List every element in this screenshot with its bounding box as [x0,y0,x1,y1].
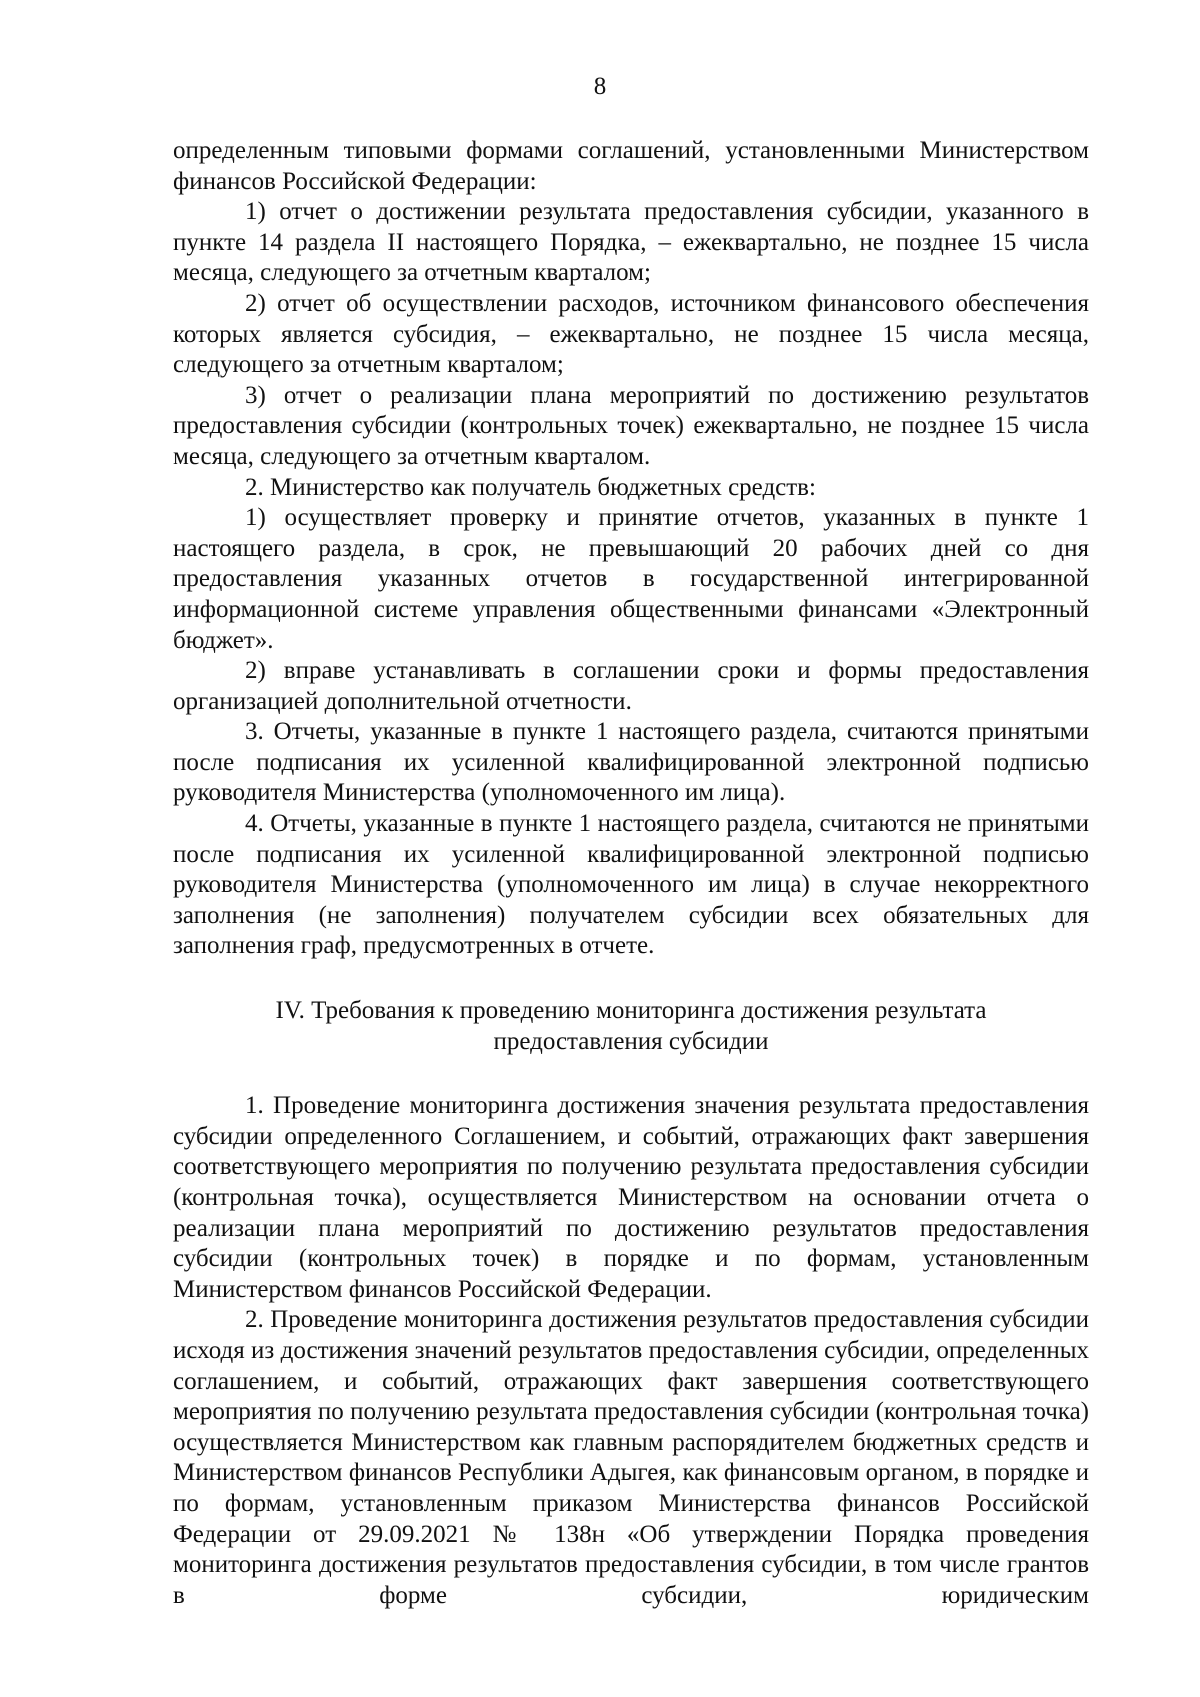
paragraph-continuation: определенным типовыми формами соглашений, установленными Министерством финансов Российской Федерации: [173,137,1089,195]
section-heading-line-2: предоставления субсидии [493,1027,769,1055]
page-number: 8 [593,73,607,100]
paragraph-item-2-1: 1) осуществляет проверку и принятие отчетов, указанных в пункте 1 настоящего раздела, в срок, не превышающий 20 рабочих дней со дня предоставления указанных отчетов в государственной интегрированной информационной системе управления общественными финансами «Электронный бюджет». [173,504,1089,654]
paragraph-item-2: 2. Министерство как получатель бюджетных средств: [245,473,816,501]
paragraph-monitoring-2: 2. Проведение мониторинга достижения результатов предоставления субсидии исходя из достижения значений результатов предоставления субсидии, определенных соглашением, и событий, отражающих факт завершения соответствующего мероприятия по получению результата предоставления субсидии (контрольная точка) осуществляется Министерством как главным распорядителем бюджетных средств и Министерством финансов Республики Адыгея, как финансовым органом, в порядке и по формам, установленным приказом Министерства финансов Российской Федерации от 29.09.2021 № 138н «Об утверждении Порядка проведения мониторинга достижения результатов предоставления субсидии, в том числе грантов в форме субсидии, юридическим [173,1306,1089,1609]
section-heading-line-1: IV. Требования к проведению мониторинга достижения результата [275,997,987,1025]
paragraph-item-4: 4. Отчеты, указанные в пункте 1 настоящего раздела, считаются не принятыми после подписания их усиленной квалифицированной электронной подписью руководителя Министерства (уполномоченного им лица) в случае некорректного заполнения (не заполнения) получателем субсидии всех обязательных для заполнения граф, предусмотренных в отчете. [173,810,1089,960]
paragraph-report-3: 3) отчет о реализации плана мероприятий по достижению результатов предоставления субсидии (контрольных точек) ежеквартально, не позднее 15 числа месяца, следующего за отчетным кварталом. [173,381,1089,470]
section-heading [173,996,1089,1057]
paragraph-monitoring-1: 1. Проведение мониторинга достижения значения результата предоставления субсидии определенного Соглашением, и событий, отражающих факт завершения соответствующего мероприятия по получению результата предоставления субсидии (контрольная точка), осуществляется Министерством на основании отчета о реализации плана мероприятий по достижению результатов предоставления субсидии (контрольных точек) в порядке и по формам, установленным Министерством финансов Российской Федерации. [173,1092,1089,1303]
paragraph-item-3: 3. Отчеты, указанные в пункте 1 настоящего раздела, считаются принятыми после подписания их усиленной квалифицированной электронной подписью руководителя Министерства (уполномоченного им лица). [173,718,1089,807]
document-body [173,136,1089,1611]
paragraph-report-1: 1) отчет о достижении результата предоставления субсидии, указанного в пункте 14 раздела II настоящего Порядка, – ежеквартально, не позднее 15 числа месяца, следующего за отчетным кварталом; [173,198,1089,287]
paragraph-item-2-2: 2) вправе устанавливать в соглашении сроки и формы предоставления организацией дополнительной отчетности. [173,657,1089,715]
paragraph-report-2: 2) отчет об осуществлении расходов, источником финансового обеспечения которых является субсидия, – ежеквартально, не позднее 15 числа месяца, следующего за отчетным кварталом; [173,289,1089,379]
